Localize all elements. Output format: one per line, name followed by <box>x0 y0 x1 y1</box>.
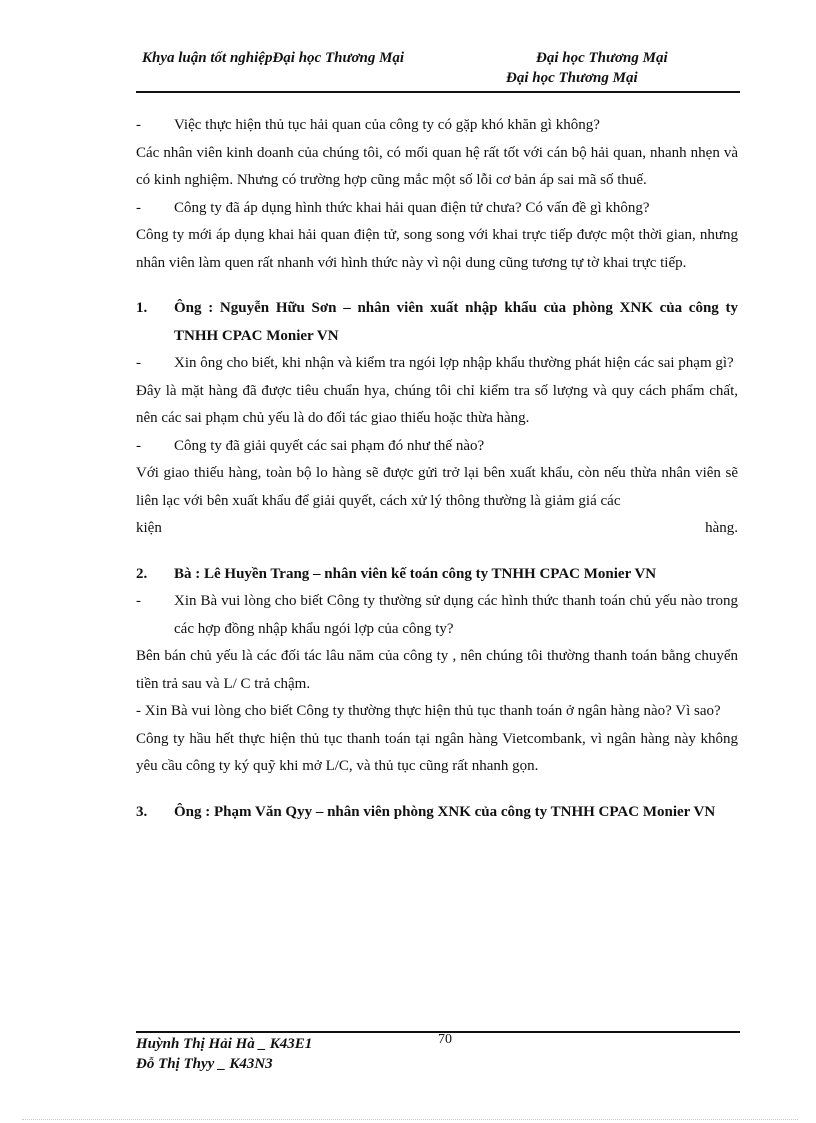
document-body <box>136 112 738 826</box>
answer-paragraph: Bên bán chủ yếu là các đối tác lâu năm của công ty , nên chúng tôi thường thanh toán bằng chuyển tiền trả sau và L/ C trả chậm. <box>136 648 738 692</box>
dash-marker: - <box>136 355 141 371</box>
question-text: Công ty đã áp dụng hình thức khai hải quan điện tử chưa? Có vấn đề gì không? <box>174 199 650 216</box>
answer-paragraph: Công ty mới áp dụng khai hải quan điện tử, song song với khai trực tiếp được một thời gian, nhưng nhân viên làm quen rất nhanh với hình thức này vì nội dung cũng tương tự tờ khai trực tiếp. <box>136 227 738 271</box>
page-bottom-border <box>22 1119 798 1120</box>
page-number: 70 <box>438 1032 452 1047</box>
section-heading <box>136 799 738 827</box>
answer-last-word-left: kiện <box>136 520 162 536</box>
dash-marker: - <box>136 117 141 133</box>
footer-author-2: Đỗ Thị Thyy _ K43N3 <box>136 1056 273 1072</box>
question-paragraph: - Xin Bà vui lòng cho biết Công ty thường thực hiện thủ tục thanh toán ở ngân hàng nào? Vì sao? <box>136 703 721 719</box>
question-text: Công ty đã giải quyết các sai phạm đó như thế nào? <box>174 437 485 454</box>
question-text: Xin ông cho biết, khi nhận và kiểm tra ngói lợp nhập khẩu thường phát hiện các sai phạm gì? <box>174 355 734 371</box>
page-header <box>136 48 740 92</box>
dash-marker: - <box>136 593 141 609</box>
answer-last-line <box>136 515 738 543</box>
page-footer <box>136 1032 740 1080</box>
question-paragraph <box>136 433 738 461</box>
answer-last-word-right: hàng. <box>705 520 738 536</box>
section-title: Ông : Nguyễn Hữu Sơn – nhân viên xuất nhập khẩu của phòng XNK của công ty TNHH CPAC Monier VN <box>174 300 738 344</box>
section-title: Ông : Phạm Văn Qyy – nhân viên phòng XNK của công ty TNHH CPAC Monier VN <box>174 803 716 820</box>
section-number: 2. <box>136 565 148 582</box>
answer-paragraph: Các nhân viên kinh doanh của chúng tôi, có mối quan hệ rất tốt với cán bộ hải quan, nhanh nhẹn và có kinh nghiệm. Nhưng có trường hợp cũng mắc một số lỗi cơ bản áp sai mã số thuế. <box>136 144 738 188</box>
question-paragraph <box>136 195 738 223</box>
header-right-subtitle: Đại học Thương Mại <box>506 70 638 86</box>
dash-marker: - <box>136 199 141 216</box>
question-text: Xin Bà vui lòng cho biết Công ty thường sử dụng các hình thức thanh toán chủ yếu nào trong các hợp đồng nhập khẩu ngói lợp của công ty? <box>174 593 738 637</box>
header-right-title: Đại học Thương Mại <box>536 50 668 66</box>
question-paragraph <box>136 350 738 378</box>
header-left-title: Khya luận tốt nghiệpĐại học Thương Mại <box>142 50 405 66</box>
question-text: Việc thực hiện thủ tục hải quan của công ty có gặp khó khăn gì không? <box>174 117 600 133</box>
section-title: Bà : Lê Huyền Trang – nhân viên kế toán công ty TNHH CPAC Monier VN <box>174 565 657 582</box>
answer-paragraph: Đây là mặt hàng đã được tiêu chuẩn hya, chúng tôi chỉ kiểm tra số lượng và quy cách phẩm chất, nên các sai phạm chủ yếu là do đối tác giao thiếu hoặc thừa hàng. <box>136 382 738 426</box>
section-number: 1. <box>136 300 148 316</box>
answer-paragraph: Với giao thiếu hàng, toàn bộ lo hàng sẽ được gửi trở lại bên xuất khẩu, còn nếu thừa nhân viên sẽ liên lạc với bên xuất khẩu để giải quyết, cách xử lý thông thường là giảm giá các <box>136 465 738 509</box>
section-heading <box>136 295 738 350</box>
footer-author-1: Huỳnh Thị Hải Hà _ K43E1 <box>136 1036 313 1052</box>
section-heading <box>136 561 738 589</box>
question-paragraph <box>136 112 738 140</box>
dash-marker: - <box>136 437 141 454</box>
question-paragraph <box>136 588 738 643</box>
answer-paragraph: Công ty hầu hết thực hiện thủ tục thanh toán tại ngân hàng Vietcombank, vì ngân hàng này không yêu cầu công ty ký quỹ khi mở L/C, và thủ tục cũng rất nhanh gọn. <box>136 730 738 774</box>
section-number: 3. <box>136 803 148 820</box>
header-divider <box>136 91 740 93</box>
